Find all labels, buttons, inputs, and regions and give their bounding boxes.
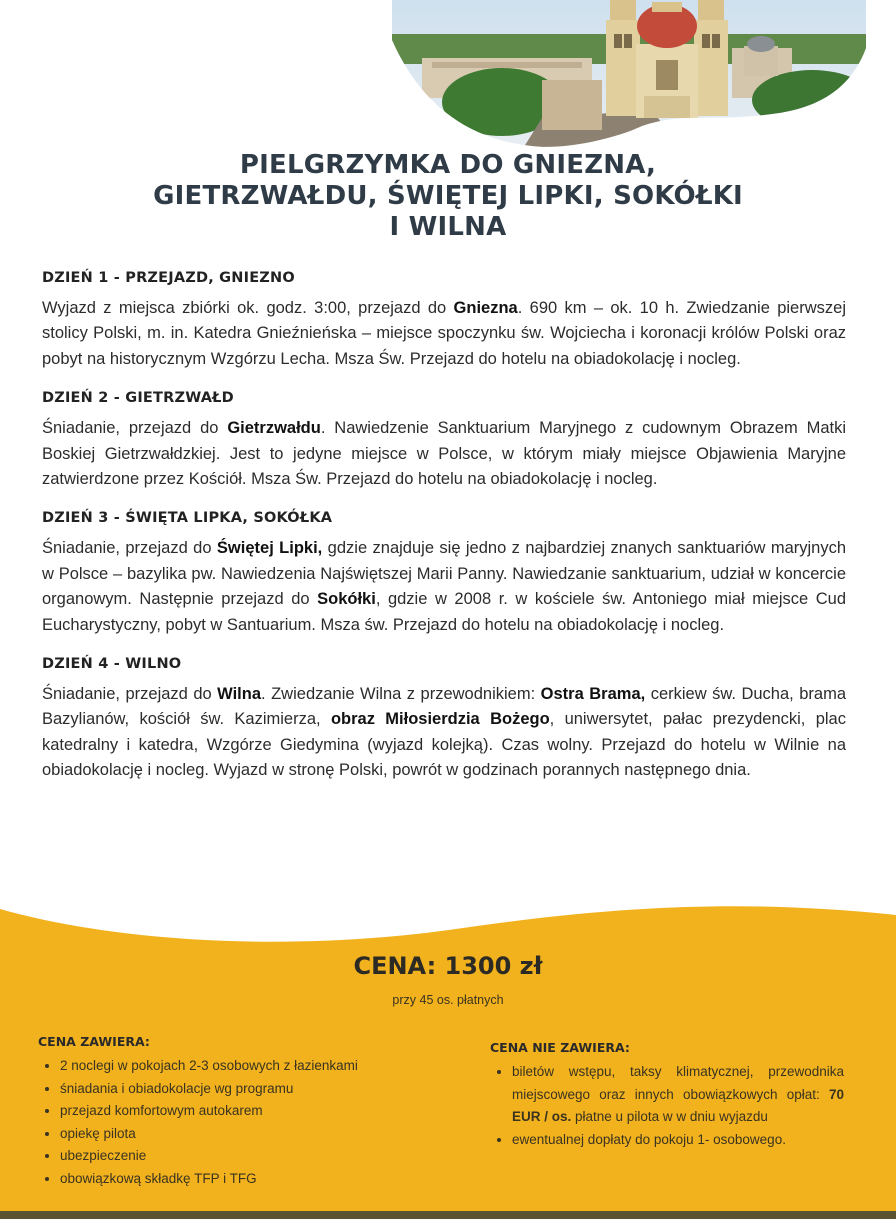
text-segment: cerkiew św. Ducha, brama Bazylianów, kościół św. Kazimierza, (42, 685, 846, 729)
excludes-section (490, 1040, 844, 1151)
includes-item: • ubezpieczenie (60, 1145, 458, 1168)
text-segment: Śniadanie, przejazd do (42, 419, 228, 438)
day-heading: DZIEŃ 3 - ŚWIĘTA LIPKA, SOKÓŁKA (42, 510, 333, 527)
basilica-photo (392, 0, 866, 150)
day-section (42, 266, 846, 372)
excludes-item (512, 1129, 844, 1152)
day-description (42, 296, 846, 372)
text-segment: . Nawiedzenie Sanktuarium Maryjnego z cudownym Obrazem Matki Boskiej Gietrzwałdzkiej. Jest to jedyne miejsce w Polsce, w którym miały miejsce Objawienia Maryjne zatwierdzone przez Kościół. Msza Św. Przejazd do hotelu na obiadokolację i nocleg. (42, 419, 847, 489)
bold-text: Sokółki (317, 590, 376, 609)
text-segment: ewentualnej dopłaty do pokoju 1- osobowego. (512, 1131, 786, 1147)
bold-text: obraz Miłosierdzia Bożego (330, 710, 550, 729)
day-heading: DZIEŃ 2 - GIETRZWAŁD (42, 390, 234, 407)
includes-item: • śniadania i obiadokolacje wg programu (60, 1078, 458, 1101)
day-section (42, 652, 846, 784)
excludes-item (512, 1061, 844, 1129)
day-section (42, 386, 846, 492)
text-segment: Śniadanie, przejazd do (42, 685, 218, 704)
title-line-2: GIETRZWAŁDU, ŚWIĘTEJ LIPKI, SOKÓŁKI (153, 181, 743, 211)
bold-text: 70 EUR / os. (512, 1086, 844, 1125)
text-segment: płatne u pilota w w dniu wyjazdu (571, 1109, 768, 1125)
bold-text: Świętej Lipki, (216, 539, 323, 558)
bold-text: Gniezna (453, 299, 518, 317)
includes-heading: CENA ZAWIERA: (38, 1034, 150, 1049)
page-title (0, 150, 896, 243)
day-description (42, 536, 846, 638)
includes-item: • 2 noclegi w pokojach 2-3 osobowych z łazienkami (60, 1055, 458, 1078)
day-heading: DZIEŃ 1 - PRZEJAZD, GNIEZNO (42, 270, 295, 286)
excludes-heading: CENA NIE ZAWIERA: (490, 1040, 630, 1055)
day-description (42, 416, 846, 492)
title-line-3: I WILNA (389, 212, 507, 242)
bold-text: Wilna (217, 685, 262, 704)
includes-list (38, 1055, 458, 1191)
day-section (42, 506, 846, 638)
price-label: CENA: 1300 zł (353, 952, 543, 980)
bold-text: Ostra Brama, (540, 685, 646, 704)
title-line-1: PIELGRZYMKA DO GNIEZNA, (239, 150, 657, 180)
text-segment: gdzie znajduje się jedno z najbardziej znanych sanktuariów maryjnych w Polsce – bazylika pw. Nawiedzenia Najświętszej Marii Panny. Nawiedzanie sanktuarium, udział w koncercie organowym. Następnie przejazd do (42, 539, 847, 609)
text-segment: , gdzie w 2008 r. w kościele św. Antoniego miał miejsce Cud Eucharystyczny, pobyt w Santuarium. Msza św. Przejazd do hotelu na obiadokolację i nocleg. (42, 590, 846, 634)
includes-item: • opiekę pilota (60, 1123, 458, 1146)
price-note: przy 45 os. płatnych (392, 993, 504, 1007)
text-segment: Wyjazd z miejsca zbiórki ok. godz. 3:00, przejazd do (42, 299, 454, 317)
program-days (42, 266, 846, 798)
text-segment: biletów wstępu, taksy klimatycznej, przewodnika miejscowego oraz innych obowiązkowych opłat: (512, 1064, 844, 1102)
text-segment: , uniwersytet, pałac prezydencki, plac katedralny i katedra, Wzgórze Giedymina (wyjazd kolejką). Czas wolny. Przejazd do hotelu w Wilnie na obiadokolację i nocleg. Wyjazd w stronę Polski, powrót w godzinach porannych następnego dnia. (42, 710, 846, 780)
excludes-list (490, 1061, 844, 1151)
day-heading: DZIEŃ 4 - WILNO (42, 656, 182, 673)
bold-text: Gietrzwałdu (227, 419, 321, 438)
includes-section (38, 1034, 458, 1191)
includes-item: • przejazd komfortowym autokarem (60, 1100, 458, 1123)
text-segment: . 690 km – ok. 10 h. Zwiedzanie pierwszej stolicy Polski, m. in. Katedra Gnieźnieńska – miejsce spoczynku św. Wojciecha i koronacji królów Polski oraz pobyt na historycznym Wzgórzu Lecha. Msza Św. Przejazd do hotelu na obiadokolację i nocleg. (42, 299, 846, 368)
day-description (42, 682, 846, 784)
includes-item: • obowiązkową składkę TFP i TFG (60, 1168, 458, 1191)
text-segment: Śniadanie, przejazd do (42, 539, 217, 558)
text-segment: . Zwiedzanie Wilna z przewodnikiem: (261, 685, 541, 704)
